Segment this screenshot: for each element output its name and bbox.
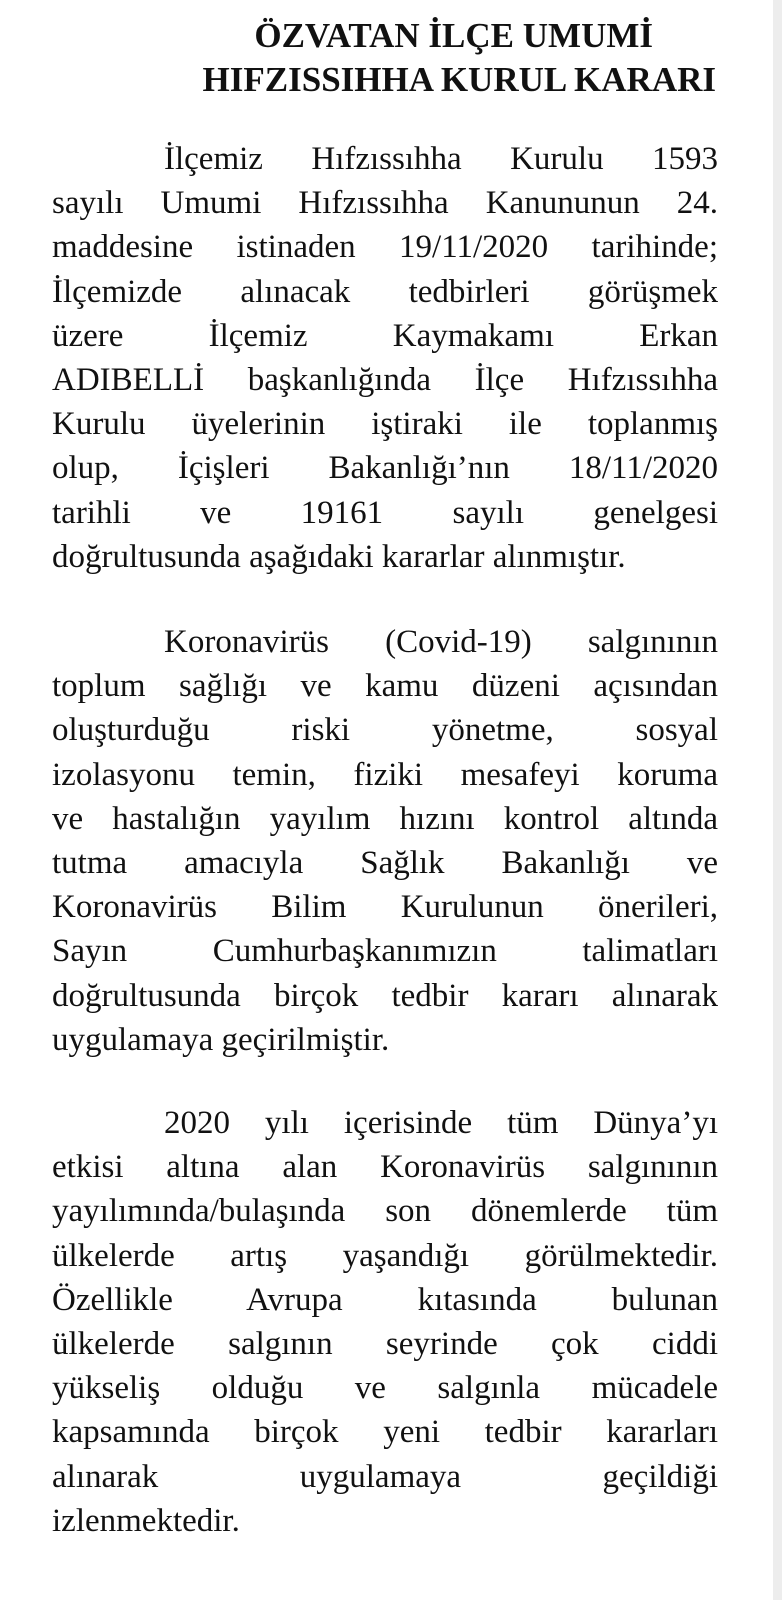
- text-line: etkisi altına alan Koronavirüs salgınının: [52, 1149, 718, 1186]
- text-line: tarihli ve 19161 sayılı genelgesi: [52, 494, 718, 531]
- text-line: toplum sağlığı ve kamu düzeni açısından: [52, 668, 718, 705]
- document-title: [40, 14, 716, 102]
- text-line: ülkelerde salgının seyrinde çok ciddi: [52, 1325, 718, 1362]
- text-line: oluşturduğu riski yönetme, sosyal: [52, 712, 718, 749]
- text-line: yayılımında/bulaşında son dönemlerde tüm: [52, 1193, 718, 1230]
- text-line: maddesine istinaden 19/11/2020 tarihinde;: [52, 229, 718, 266]
- text-line: Koronavirüs Bilim Kurulunun önerileri,: [52, 889, 718, 926]
- text-line: sayılı Umumi Hıfzıssıhha Kanununun 24.: [52, 185, 718, 222]
- text-line: 2020 yılı içerisinde tüm Dünya’yı: [164, 1105, 718, 1141]
- title-line: HIFZISSIHHA KURUL KARARI: [202, 60, 716, 99]
- page-edge: [773, 0, 782, 1600]
- title-line: ÖZVATAN İLÇE UMUMİ: [254, 16, 653, 55]
- text-line: ve hastalığın yayılım hızını kontrol altında: [52, 800, 718, 837]
- text-line: izolasyonu temin, fiziki mesafeyi koruma: [52, 756, 718, 793]
- text-line: alınarak uygulamaya geçildiği: [52, 1458, 718, 1495]
- text-line: Sayın Cumhurbaşkanımızın talimatları: [52, 933, 718, 970]
- text-line: Özellikle Avrupa kıtasında bulunan: [52, 1281, 718, 1318]
- text-line: doğrultusunda aşağıdaki kararlar alınmıştır.: [52, 538, 626, 575]
- text-line: ülkelerde artış yaşandığı görülmektedir.: [52, 1237, 718, 1274]
- text-line: Kurulu üyelerinin iştiraki ile toplanmış: [52, 406, 718, 443]
- text-line: İlçemiz Hıfzıssıhha Kurulu 1593: [164, 141, 718, 177]
- text-line: olup, İçişleri Bakanlığı’nın 18/11/2020: [52, 450, 718, 487]
- text-line: Koronavirüs (Covid-19) salgınının: [164, 624, 718, 660]
- paragraph-1: [52, 137, 718, 579]
- text-line: ADIBELLİ başkanlığında İlçe Hıfzıssıhha: [52, 361, 718, 398]
- text-line: üzere İlçemiz Kaymakamı Erkan: [52, 317, 718, 354]
- paragraph-3: [52, 1101, 718, 1543]
- text-line: kapsamında birçok yeni tedbir kararları: [52, 1414, 718, 1451]
- text-line: izlenmektedir.: [52, 1502, 240, 1539]
- text-line: İlçemizde alınacak tedbirleri görüşmek: [52, 273, 718, 310]
- text-line: yükseliş olduğu ve salgınla mücadele: [52, 1370, 718, 1407]
- paragraph-2: [52, 620, 718, 1062]
- text-line: doğrultusunda birçok tedbir kararı alınarak: [52, 977, 718, 1014]
- text-line: tutma amacıyla Sağlık Bakanlığı ve: [52, 844, 718, 881]
- text-line: uygulamaya geçirilmiştir.: [52, 1021, 390, 1058]
